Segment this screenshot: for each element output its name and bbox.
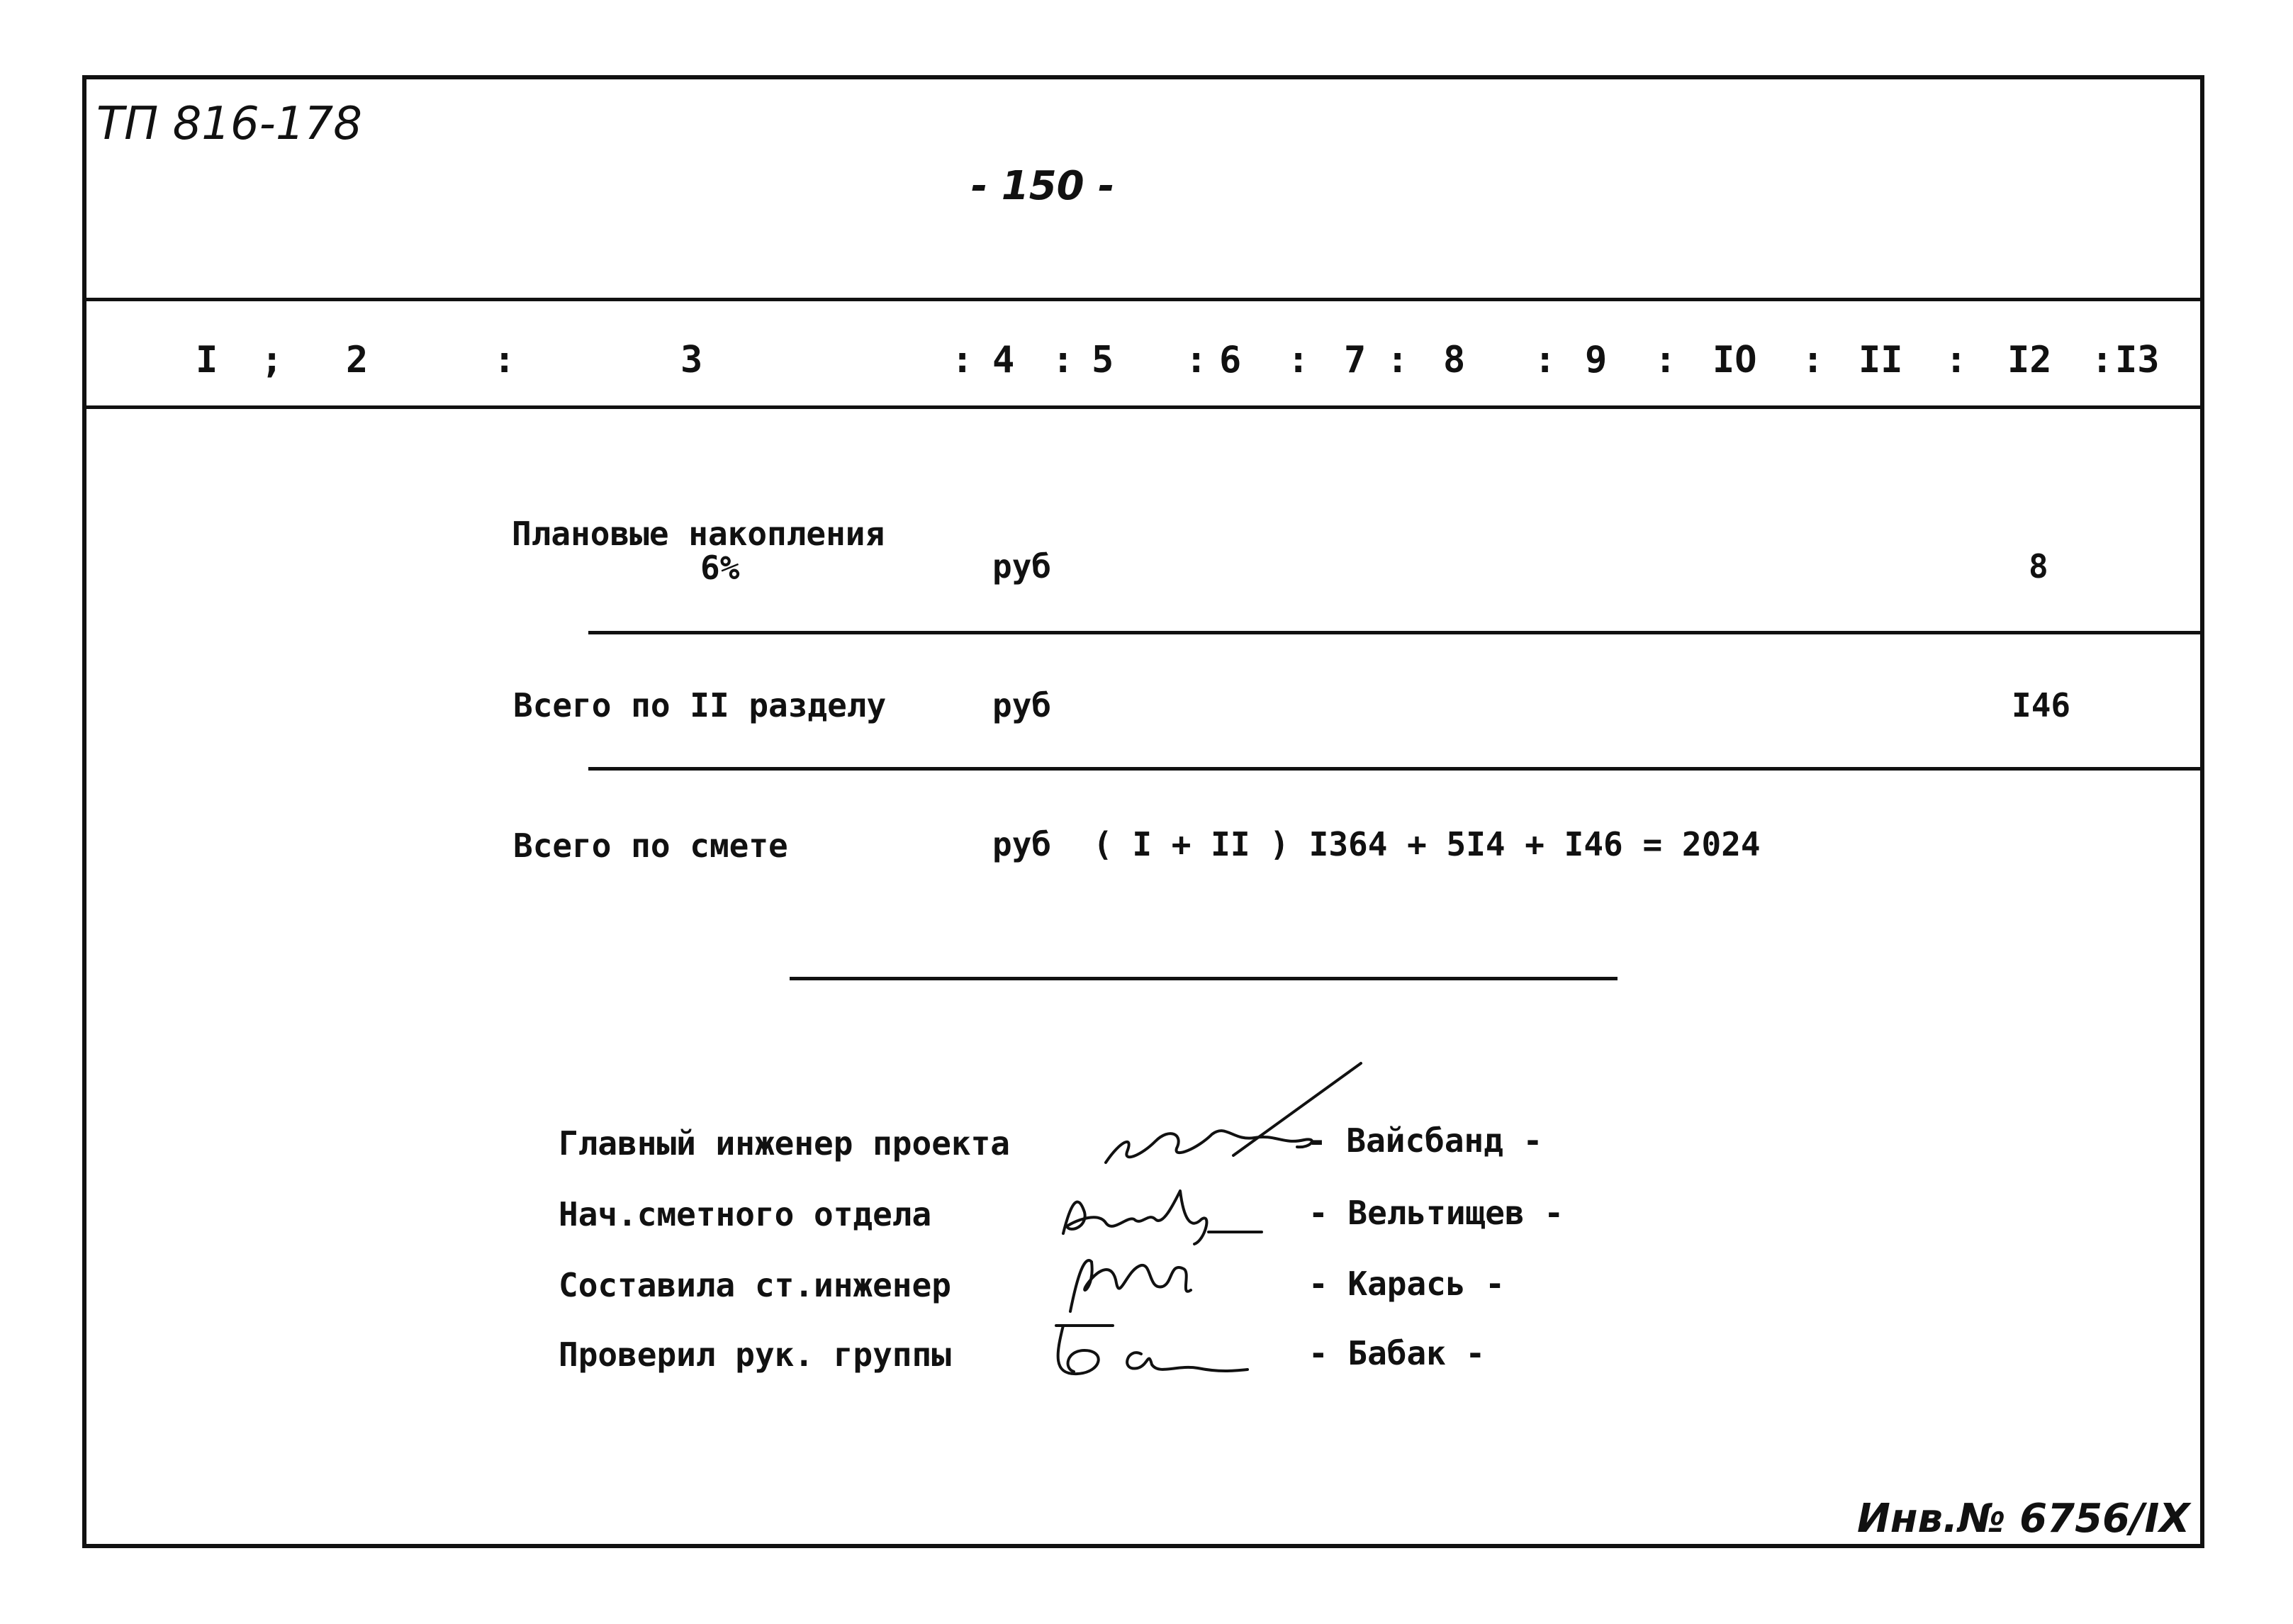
row-divider <box>588 631 2204 634</box>
col-sep: ; <box>261 339 284 381</box>
col-sep: : <box>1386 339 1409 381</box>
col-sep: : <box>1802 339 1824 381</box>
signature-name: - Вельтищев - <box>1308 1194 1564 1232</box>
row-label: Плановые накопления <box>512 515 885 553</box>
page-number: - 150 - <box>971 163 1115 209</box>
col-sep: : <box>951 339 974 381</box>
column-row-divider <box>82 405 2204 409</box>
col-10: IO <box>1712 339 1757 381</box>
col-5: 5 <box>1092 339 1114 381</box>
col-4: 4 <box>992 339 1015 381</box>
col-13: I3 <box>2115 339 2160 381</box>
col-2: 2 <box>346 339 369 381</box>
row-label: Всего по II разделу <box>513 686 887 724</box>
signature-name: - Вайсбанд - <box>1307 1121 1543 1160</box>
col-8: 8 <box>1443 339 1466 381</box>
doc-code: ТП 816-178 <box>96 98 362 150</box>
col-sep: : <box>2091 339 2114 381</box>
row-label: Всего по смете <box>513 827 788 865</box>
col-1: I <box>196 339 218 381</box>
col-sep: : <box>1654 339 1677 381</box>
row-divider <box>588 767 2204 771</box>
col-sep: : <box>1534 339 1557 381</box>
signature-role: Проверил рук. группы <box>559 1335 951 1374</box>
col-12: I2 <box>2007 339 2052 381</box>
row-unit: руб <box>992 547 1052 586</box>
row-value: 8 <box>2029 547 2048 586</box>
row-unit: руб <box>992 825 1052 863</box>
handwritten-signature-4 <box>1035 1311 1262 1389</box>
signature-role: Нач.сметного отдела <box>559 1195 932 1233</box>
closing-rule <box>790 977 1618 980</box>
handwritten-signature-1 <box>1092 1056 1375 1170</box>
col-3: 3 <box>680 339 703 381</box>
col-7: 7 <box>1344 339 1367 381</box>
inventory-number: Инв.№ 6756/IX <box>1857 1496 2190 1542</box>
signature-name: - Бабак - <box>1308 1334 1486 1372</box>
header-divider <box>82 298 2204 301</box>
col-sep: : <box>1945 339 1968 381</box>
row-formula: ( I + II ) I364 + 5I4 + I46 = 2024 <box>1093 825 1761 863</box>
row-label-sub: 6% <box>700 549 740 587</box>
row-unit: руб <box>992 686 1052 724</box>
col-sep: : <box>1287 339 1310 381</box>
col-sep: : <box>1185 339 1208 381</box>
col-sep: : <box>1052 339 1075 381</box>
signature-role: Главный инженер проекта <box>559 1124 1010 1163</box>
row-value: I46 <box>2012 686 2071 724</box>
col-6: 6 <box>1219 339 1242 381</box>
col-9: 9 <box>1585 339 1608 381</box>
col-11: II <box>1858 339 1903 381</box>
signature-name: - Карась - <box>1308 1265 1505 1303</box>
signature-role: Составила ст.инженер <box>559 1266 951 1304</box>
col-sep: : <box>493 339 516 381</box>
